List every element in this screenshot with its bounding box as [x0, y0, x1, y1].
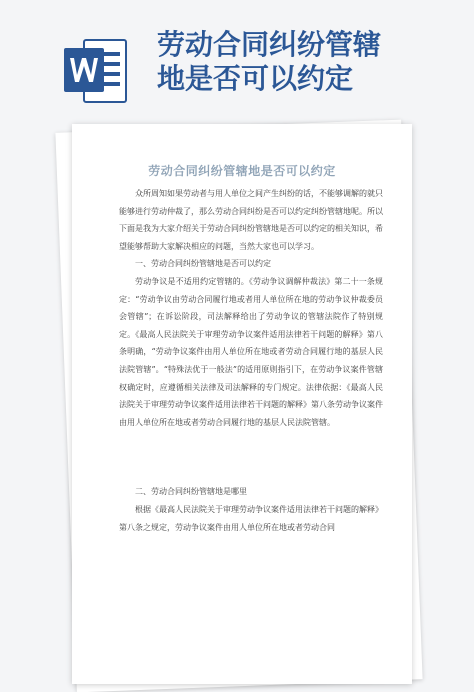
page-heading: 劳动合同纠纷管辖地是否可以约定 [148, 164, 336, 178]
document-title-line-1: 劳动合同纠纷管辖 [157, 28, 382, 61]
word-document-icon [64, 38, 128, 104]
document-title-line-2: 地是否可以约定 [157, 62, 354, 95]
document-title [157, 28, 457, 96]
paragraph-section-2: 根据《最高人民法院关于审理劳动争议案件适用法律若干问题的解释》第八条之规定，劳动争议案件由用人单位所在地或者劳动合同 [119, 504, 383, 532]
document-page [72, 124, 412, 684]
header-banner [0, 0, 474, 110]
section-heading-2: 二、劳动合同纠纷管辖地是哪里 [135, 487, 247, 497]
paragraph-intro: 众所周知如果劳动者与用人单位之间产生纠纷的话，不能够调解的就只能够进行劳动仲裁了，那么劳动合同纠纷是否可以约定纠纷管辖地呢。所以下面是我为大家介绍关于劳动合同纠纷管辖地是否可以约定的相关知识，希望能够帮助大家解决相应的问题，当然大家也可以学习。 [119, 189, 383, 251]
paragraph-section-1: 劳动争议是不适用约定管辖的。《劳动争议调解仲裁法》第二十一条规定：“劳动争议由劳动合同履行地或者用人单位所在地的劳动争议仲裁委员会管辖”；在诉讼阶段，司法解释给出了劳动争议的管辖法院作了特别规定。《最高人民法院关于审理劳动争议案件适用法律若干问题的解释》第八条明确，“劳动争议案件由用人单位所在地或者劳动合同履行地的基层人民法院管辖”。“特殊法优于一般法”的适用原则指引下，在劳动争议案件管辖权确定时，应遵循相关法律及司法解释的专门规定。法律依据：《最高人民法院关于审理劳动争议案件适用法律若干问题的解释》第八条劳动争议案件由用人单位所在地或者劳动合同履行地的基层人民法院管辖。 [119, 276, 383, 427]
section-heading-1: 一、劳动合同纠纷管辖地是否可以约定 [135, 259, 271, 269]
document-body [119, 185, 383, 536]
